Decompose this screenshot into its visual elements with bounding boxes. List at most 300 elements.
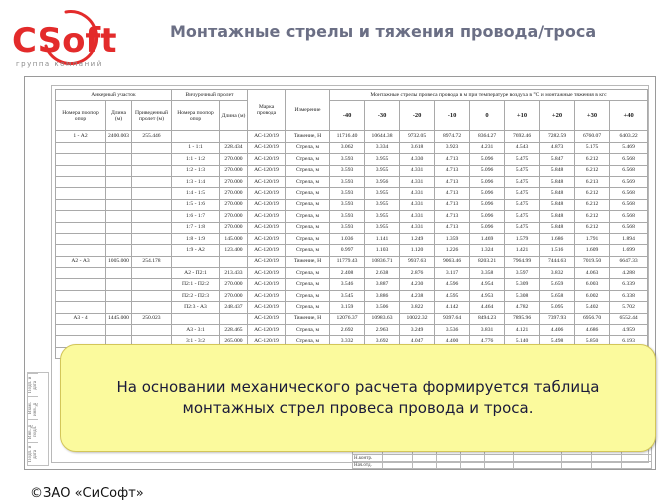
table-cell xyxy=(56,302,106,313)
table-cell xyxy=(56,279,106,290)
table-cell: 6.003 xyxy=(575,279,610,290)
table-cell: 3.597 xyxy=(505,268,540,279)
table-cell: 1.141 xyxy=(365,233,400,244)
table-cell: 3.955 xyxy=(365,211,400,222)
table-cell: 6.568 xyxy=(610,188,648,199)
table-cell xyxy=(106,279,132,290)
table-row xyxy=(56,211,648,222)
table-cell: 1:5 - 1:6 xyxy=(172,199,220,210)
sag-tension-table xyxy=(55,89,648,359)
table-cell: 9937.63 xyxy=(400,256,435,267)
table-cell: 4.713 xyxy=(435,211,470,222)
table-cell xyxy=(56,290,106,301)
table-cell: 2.963 xyxy=(365,325,400,336)
table-cell: 4.288 xyxy=(610,268,648,279)
header-measure: Измерение xyxy=(286,90,330,131)
table-cell: 6.568 xyxy=(610,222,648,233)
table-cell: 5.140 xyxy=(505,336,540,347)
table-row xyxy=(56,279,648,290)
table-cell xyxy=(106,154,132,165)
table-body xyxy=(56,131,648,359)
table-cell: 3.159 xyxy=(330,302,365,313)
table-cell xyxy=(132,245,172,256)
header-span-group: Вичурочный пролет xyxy=(172,90,248,101)
header-wire-mark: Марка провода xyxy=(248,90,286,131)
table-cell: 8494.23 xyxy=(470,313,505,324)
table-cell: 4.331 xyxy=(400,165,435,176)
table-cell: 1 - 1:1 xyxy=(172,142,220,153)
table-cell: АС-120/19 xyxy=(248,211,286,222)
table-cell: 5.848 xyxy=(540,165,575,176)
table-cell: 6403.22 xyxy=(610,131,648,142)
table-cell: 4.406 xyxy=(540,325,575,336)
table-cell: 7692.46 xyxy=(505,131,540,142)
header-temp: -10 xyxy=(435,101,470,131)
table-cell: 10983.63 xyxy=(365,313,400,324)
table-cell: 6.568 xyxy=(610,199,648,210)
table-cell: 1:1 - 1:2 xyxy=(172,154,220,165)
table-cell: Стрела, м xyxy=(286,188,330,199)
table-cell: 1.421 xyxy=(505,245,540,256)
table-cell: 5.308 xyxy=(505,290,540,301)
table-cell: 6.212 xyxy=(575,211,610,222)
table-cell: 270.000 xyxy=(220,176,248,187)
table-cell: 3.593 xyxy=(330,176,365,187)
side-title-strip xyxy=(27,372,49,466)
table-cell: 9063.46 xyxy=(435,256,470,267)
header-temp: +30 xyxy=(575,101,610,131)
table-cell: 3.593 xyxy=(330,211,365,222)
header-temp: -20 xyxy=(400,101,435,131)
table-cell: 254.178 xyxy=(132,256,172,267)
table-cell: 2400.003 xyxy=(106,131,132,142)
table-cell: 145.000 xyxy=(220,233,248,244)
table-cell: 7282.59 xyxy=(540,131,575,142)
table-cell: 6.212 xyxy=(575,222,610,233)
table-cell xyxy=(56,154,106,165)
table-cell: 4.953 xyxy=(470,290,505,301)
table-cell: 4.331 xyxy=(400,188,435,199)
table-cell xyxy=(106,290,132,301)
side-label: Взам. инв. № xyxy=(28,396,38,419)
table-cell xyxy=(56,233,106,244)
table-cell xyxy=(132,302,172,313)
table-cell xyxy=(220,313,248,324)
table-cell: 5.095 xyxy=(540,302,575,313)
table-cell: А2 - А3 xyxy=(56,256,106,267)
table-cell: АС-120/19 xyxy=(248,222,286,233)
table-cell xyxy=(132,279,172,290)
table-cell: Стрела, м xyxy=(286,142,330,153)
table-row xyxy=(56,154,648,165)
table-cell: 2.692 xyxy=(330,325,365,336)
table-cell: 4.713 xyxy=(435,176,470,187)
table-cell: 248.437 xyxy=(220,302,248,313)
table-cell: 6956.70 xyxy=(575,313,610,324)
table-cell: АС-120/19 xyxy=(248,245,286,256)
table-cell: АС-120/19 xyxy=(248,325,286,336)
table-cell xyxy=(56,176,106,187)
table-cell: АС-120/19 xyxy=(248,233,286,244)
table-cell: 123.400 xyxy=(220,245,248,256)
table-cell xyxy=(132,154,172,165)
table-cell: АС-120/19 xyxy=(248,279,286,290)
table-cell: 12076.37 xyxy=(330,313,365,324)
table-cell: 1.699 xyxy=(610,245,648,256)
table-cell: 6.339 xyxy=(610,279,648,290)
table-cell: 6.212 xyxy=(575,188,610,199)
table-cell: 6.569 xyxy=(610,176,648,187)
table-cell: 7019.50 xyxy=(575,256,610,267)
table-cell: 4.873 xyxy=(540,142,575,153)
table-cell xyxy=(56,222,106,233)
table-cell: 1:9 - А2 xyxy=(172,245,220,256)
table-cell: 3.249 xyxy=(400,325,435,336)
callout-text: На основании механического расчета формируется таблица монтажных стрел провеса провода и троса. xyxy=(116,378,600,417)
table-cell: 6.212 xyxy=(575,199,610,210)
header-temp: +10 xyxy=(505,101,540,131)
table-cell: Стрела, м xyxy=(286,279,330,290)
table-cell: 4.713 xyxy=(435,165,470,176)
table-cell: 8364.27 xyxy=(470,131,505,142)
table-cell: 1.579 xyxy=(505,233,540,244)
table-cell: 5.702 xyxy=(610,302,648,313)
table-cell: 3.618 xyxy=(400,142,435,153)
table-row xyxy=(56,176,648,187)
table-row xyxy=(56,131,648,142)
table-cell: 5.175 xyxy=(575,142,610,153)
table-cell: Стрела, м xyxy=(286,245,330,256)
header-temp: -30 xyxy=(365,101,400,131)
table-row xyxy=(56,290,648,301)
table-cell: Стрела, м xyxy=(286,336,330,347)
table-cell: 6.002 xyxy=(575,290,610,301)
table-cell: 3.923 xyxy=(435,142,470,153)
table-cell: 5.096 xyxy=(470,222,505,233)
table-cell xyxy=(106,302,132,313)
table-cell xyxy=(220,256,248,267)
table-cell: 3.062 xyxy=(330,142,365,153)
table-cell: 1.609 xyxy=(575,245,610,256)
table-cell: 5.475 xyxy=(505,165,540,176)
table-cell: 11716.40 xyxy=(330,131,365,142)
table-cell: 5.850 xyxy=(575,336,610,347)
table-cell: 5.096 xyxy=(470,211,505,222)
table-cell: 3.358 xyxy=(470,268,505,279)
table-cell: 6.212 xyxy=(575,154,610,165)
header-temp: +40 xyxy=(610,101,648,131)
table-cell: 2.408 xyxy=(330,268,365,279)
table-cell: АС-120/19 xyxy=(248,290,286,301)
table-cell xyxy=(56,268,106,279)
table-cell: 250.023 xyxy=(132,313,172,324)
table-cell xyxy=(106,233,132,244)
table-cell: 3.955 xyxy=(365,154,400,165)
table-cell: 3.546 xyxy=(330,279,365,290)
table-cell: 2.638 xyxy=(365,268,400,279)
side-label: Инв. № подл. xyxy=(28,419,38,442)
table-cell: 1.324 xyxy=(470,245,505,256)
side-label: Подп. и дата xyxy=(28,373,38,396)
table-cell xyxy=(172,256,220,267)
table-cell: 5.309 xyxy=(505,279,540,290)
table-cell xyxy=(56,165,106,176)
table-cell xyxy=(132,199,172,210)
table-cell: Тяжение, Н xyxy=(286,131,330,142)
table-row xyxy=(56,313,648,324)
table-cell: 3.832 xyxy=(540,268,575,279)
table-cell: 7444.63 xyxy=(540,256,575,267)
header-anchor-group: Анкерный участок xyxy=(56,90,172,101)
table-cell: 228.465 xyxy=(220,325,248,336)
table-cell xyxy=(172,313,220,324)
table-cell: 4.596 xyxy=(435,279,470,290)
table-cell: 4.121 xyxy=(505,325,540,336)
table-cell: 1.894 xyxy=(610,233,648,244)
table-cell xyxy=(56,325,106,336)
header-temp: -40 xyxy=(330,101,365,131)
table-cell: 1:8 - 1:9 xyxy=(172,233,220,244)
table-cell: 4.330 xyxy=(400,154,435,165)
table-row xyxy=(56,188,648,199)
table-cell xyxy=(56,245,106,256)
table-cell: 4.231 xyxy=(470,142,505,153)
table-cell: 3.955 xyxy=(365,188,400,199)
table-cell: 2.876 xyxy=(400,268,435,279)
table-cell: 4.713 xyxy=(435,154,470,165)
table-cell: 5.402 xyxy=(575,302,610,313)
table-row xyxy=(56,199,648,210)
table-cell xyxy=(132,222,172,233)
table-cell: Тяжение, Н xyxy=(286,313,330,324)
table-cell: АС-120/19 xyxy=(248,313,286,324)
table-cell: 1.469 xyxy=(470,233,505,244)
table-cell: АС-120/19 xyxy=(248,131,286,142)
table-cell: 4.142 xyxy=(435,302,470,313)
table-cell: 5.469 xyxy=(610,142,648,153)
table-cell: 5.659 xyxy=(540,279,575,290)
table-cell xyxy=(220,131,248,142)
table-cell: 4.954 xyxy=(470,279,505,290)
table-cell: П2:3 - А3 xyxy=(172,302,220,313)
table-cell: Стрела, м xyxy=(286,302,330,313)
table-cell: 4.063 xyxy=(575,268,610,279)
table-cell: 1:3 - 1:4 xyxy=(172,176,220,187)
table-cell: 7397.93 xyxy=(540,313,575,324)
table-cell: 4.230 xyxy=(400,279,435,290)
table-cell: 1.791 xyxy=(575,233,610,244)
table-cell: АС-120/19 xyxy=(248,188,286,199)
table-cell: 7964.99 xyxy=(505,256,540,267)
page-title: Монтажные стрелы и тяжения провода/троса xyxy=(170,22,597,41)
stamp-nkontr: Н.контр. xyxy=(353,455,383,462)
table-cell: 5.848 xyxy=(540,188,575,199)
table-row xyxy=(56,302,648,313)
table-cell: 0.997 xyxy=(330,245,365,256)
table-cell: 3.593 xyxy=(330,154,365,165)
table-cell: 3.545 xyxy=(330,290,365,301)
table-cell: А2 - П2:1 xyxy=(172,268,220,279)
table-cell: 3.831 xyxy=(470,325,505,336)
table-cell: 3.886 xyxy=(365,290,400,301)
table-cell: Стрела, м xyxy=(286,233,330,244)
table-cell: 265.000 xyxy=(220,336,248,347)
table-row xyxy=(56,165,648,176)
table-cell xyxy=(56,142,106,153)
table-cell: 1.516 xyxy=(540,245,575,256)
table-cell: 3.887 xyxy=(365,279,400,290)
copyright-footer: ©ЗАО «СиСофт» xyxy=(30,486,144,501)
table-cell: 4.713 xyxy=(435,188,470,199)
table-cell: 4.776 xyxy=(470,336,505,347)
table-cell: 7895.96 xyxy=(505,313,540,324)
table-cell: 3.332 xyxy=(330,336,365,347)
table-cell: 3.593 xyxy=(330,188,365,199)
table-cell: 6647.33 xyxy=(610,256,648,267)
table-cell: 10836.71 xyxy=(365,256,400,267)
table-cell: 4.464 xyxy=(470,302,505,313)
table-cell xyxy=(132,211,172,222)
table-cell xyxy=(106,245,132,256)
table-cell: 4.047 xyxy=(400,336,435,347)
table-cell: 270.000 xyxy=(220,222,248,233)
table-cell: 270.000 xyxy=(220,290,248,301)
table-cell: Стрела, м xyxy=(286,325,330,336)
table-cell: АС-120/19 xyxy=(248,154,286,165)
header-anchor-len: Длина (м) xyxy=(106,101,132,131)
table-cell: 8203.21 xyxy=(470,256,505,267)
table-cell: 3.955 xyxy=(365,199,400,210)
table-cell: 11779.43 xyxy=(330,256,365,267)
table-cell: 5.848 xyxy=(540,211,575,222)
table-cell xyxy=(172,131,220,142)
callout-box xyxy=(60,344,656,452)
table-cell: 5.848 xyxy=(540,199,575,210)
table-cell: 3.536 xyxy=(435,325,470,336)
header-reduced-span: Приведенный пролет (м) xyxy=(132,101,172,131)
table-cell: 6.568 xyxy=(610,154,648,165)
table-cell: 5.096 xyxy=(470,199,505,210)
table-cell: 1 - А2 xyxy=(56,131,106,142)
table-cell: 1445.000 xyxy=(106,313,132,324)
table-cell xyxy=(106,211,132,222)
table-cell: 3.593 xyxy=(330,222,365,233)
table-cell: 270.000 xyxy=(220,154,248,165)
header-temps-group: Монтажные стрелы провеса провода в м при температуре воздуха в °С и монтажные тяжения в кгс xyxy=(330,90,648,101)
table-cell xyxy=(132,176,172,187)
table-row xyxy=(56,325,648,336)
table-cell: А3 - 3:1 xyxy=(172,325,220,336)
table-cell: 4.686 xyxy=(575,325,610,336)
table-cell xyxy=(106,268,132,279)
table-cell: 5.475 xyxy=(505,188,540,199)
table-cell: 5.096 xyxy=(470,188,505,199)
table-cell: 228.434 xyxy=(220,142,248,153)
table-cell: 6760.07 xyxy=(575,131,610,142)
table-cell: АС-120/19 xyxy=(248,199,286,210)
table-cell: 10022.32 xyxy=(400,313,435,324)
table-cell: 1.120 xyxy=(400,245,435,256)
table-cell: 5.096 xyxy=(470,154,505,165)
table-cell: 10644.38 xyxy=(365,131,400,142)
table-cell: 4.713 xyxy=(435,199,470,210)
header-span-len: Длина (м) xyxy=(220,101,248,131)
table-cell: 3.506 xyxy=(365,302,400,313)
table-cell: 5.848 xyxy=(540,176,575,187)
header-temp: 0 xyxy=(470,101,505,131)
table-cell xyxy=(106,142,132,153)
table-row xyxy=(56,256,648,267)
table-cell: 1.686 xyxy=(540,233,575,244)
table-cell: 5.847 xyxy=(540,154,575,165)
table-cell: 1.036 xyxy=(330,233,365,244)
table-cell: Стрела, м xyxy=(286,176,330,187)
table-cell: 3.334 xyxy=(365,142,400,153)
csoft-logo-graphic xyxy=(6,6,118,70)
table-cell: П2:2 - П2:3 xyxy=(172,290,220,301)
table-cell: 4.238 xyxy=(400,290,435,301)
table-cell: 270.000 xyxy=(220,165,248,176)
table-cell: 270.000 xyxy=(220,211,248,222)
table-cell: 3.822 xyxy=(400,302,435,313)
table-cell: АС-120/19 xyxy=(248,256,286,267)
table-cell: 3.956 xyxy=(365,176,400,187)
table-cell: 5.475 xyxy=(505,154,540,165)
table-cell: Тяжение, Н xyxy=(286,256,330,267)
table-cell: 4.331 xyxy=(400,199,435,210)
table-cell: 4.959 xyxy=(610,325,648,336)
table-cell: 3:1 - 3:2 xyxy=(172,336,220,347)
table-cell: 4.331 xyxy=(400,176,435,187)
table-cell: 5.475 xyxy=(505,222,540,233)
table-cell: 6.212 xyxy=(575,165,610,176)
table-cell: 3.593 xyxy=(330,199,365,210)
table-cell: АС-120/19 xyxy=(248,268,286,279)
table-cell: 1:4 - 1:5 xyxy=(172,188,220,199)
table-cell xyxy=(132,268,172,279)
table-cell: 3.692 xyxy=(365,336,400,347)
table-cell xyxy=(106,165,132,176)
table-cell: Стрела, м xyxy=(286,290,330,301)
table-cell: Стрела, м xyxy=(286,268,330,279)
table-cell: 6.568 xyxy=(610,211,648,222)
table-cell: 1.359 xyxy=(435,233,470,244)
table-cell: АС-120/19 xyxy=(248,142,286,153)
table-cell: 4.331 xyxy=(400,222,435,233)
table-cell: 6552.44 xyxy=(610,313,648,324)
table-cell xyxy=(106,176,132,187)
table-cell: 1:7 - 1:8 xyxy=(172,222,220,233)
table-cell: 9732.05 xyxy=(400,131,435,142)
logo-tagline: группа компаний xyxy=(16,60,103,68)
table-cell xyxy=(56,188,106,199)
table-cell: 1.249 xyxy=(400,233,435,244)
side-label: Подп. и дата xyxy=(28,442,38,465)
table-row xyxy=(56,245,648,256)
table-cell xyxy=(106,325,132,336)
stamp-nachotd: Нач.отд. xyxy=(353,462,383,469)
table-row xyxy=(56,142,648,153)
table-cell xyxy=(132,290,172,301)
table-cell: А3 - 4 xyxy=(56,313,106,324)
table-cell xyxy=(132,165,172,176)
table-cell: 4.543 xyxy=(505,142,540,153)
table-cell xyxy=(132,188,172,199)
table-cell: Стрела, м xyxy=(286,165,330,176)
table-cell: Стрела, м xyxy=(286,199,330,210)
table-cell: 1:2 - 1:3 xyxy=(172,165,220,176)
table-cell: 5.096 xyxy=(470,176,505,187)
